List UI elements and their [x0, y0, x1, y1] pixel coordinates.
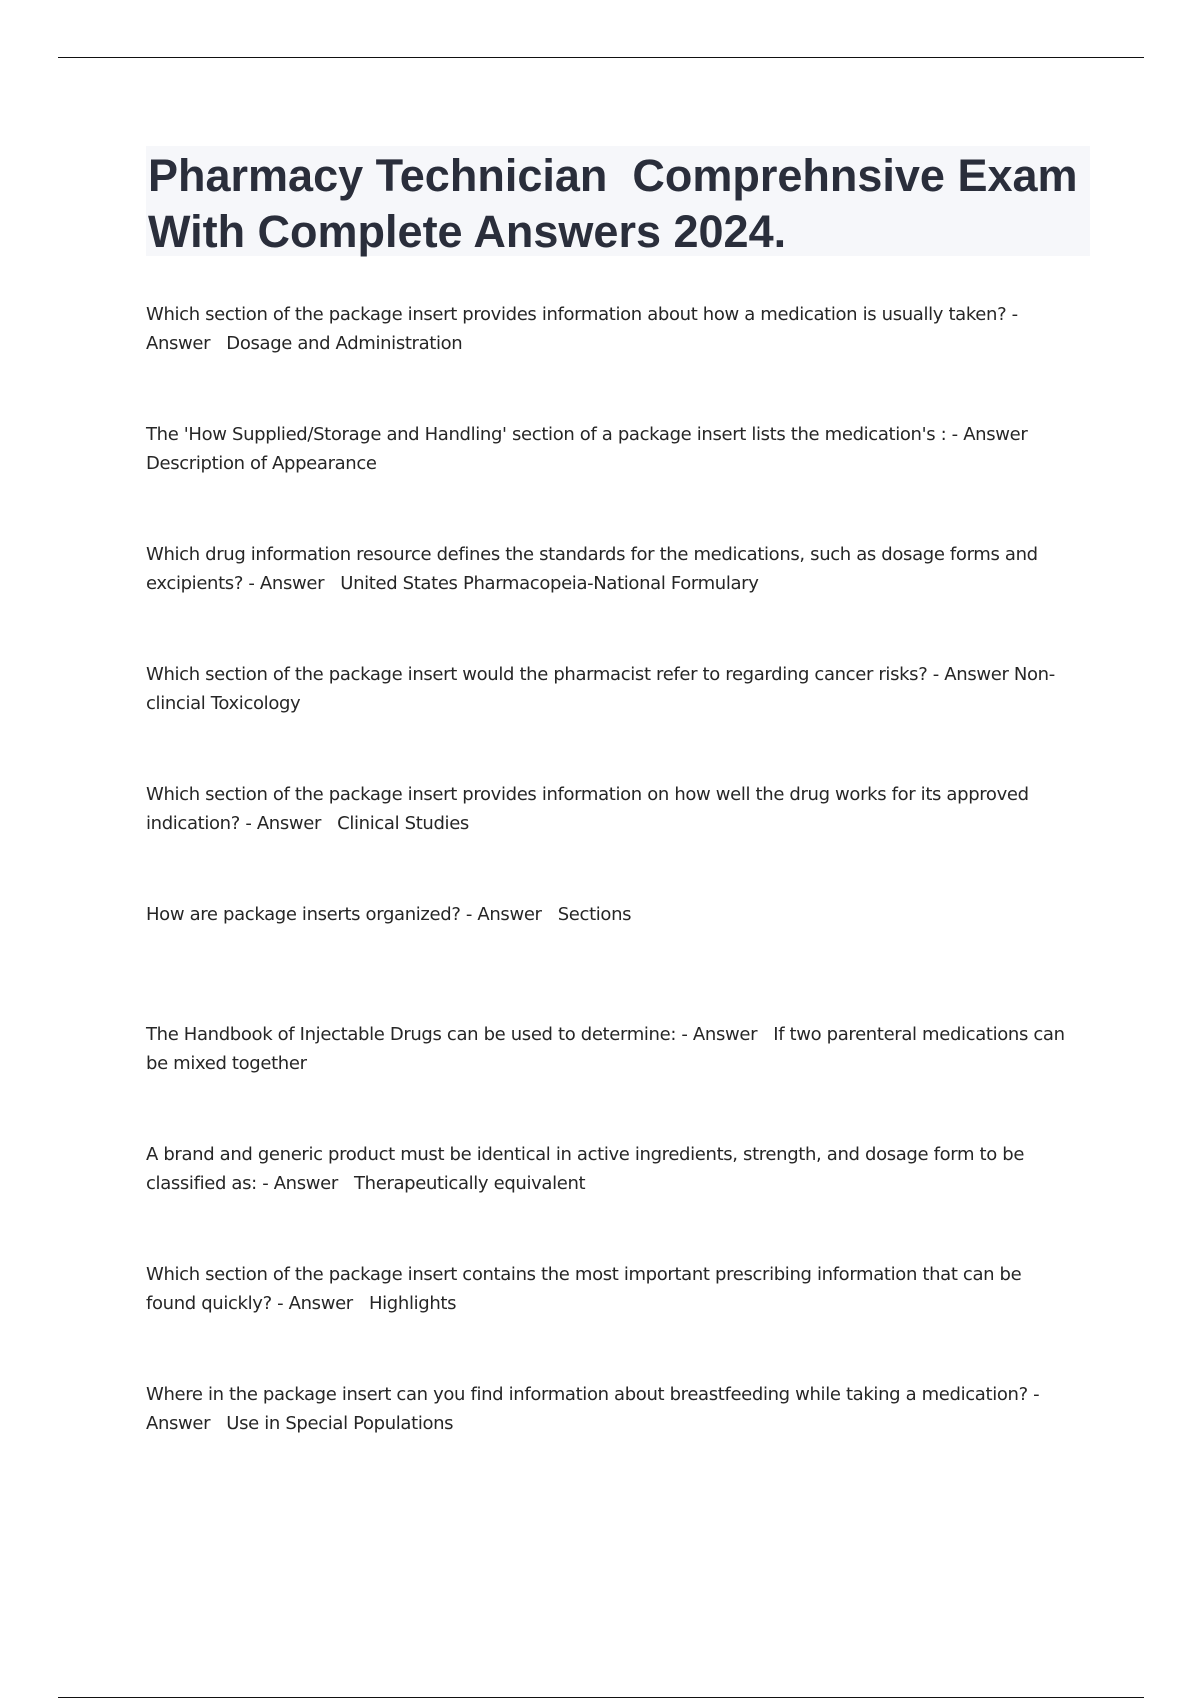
qa-item-10: Where in the package insert can you find information about breastfeeding while taking a medication? - Answer Use in Special Populations — [146, 1384, 1045, 1434]
title-banner — [146, 146, 1090, 256]
qa-list — [146, 300, 1076, 1500]
qa-item-6: How are package inserts organized? - Answer Sections — [146, 904, 632, 925]
header-rule — [58, 57, 1144, 58]
qa-item-1: Which section of the package insert provides information about how a medication is usually taken? - Answer Dosage and Administration — [146, 304, 1024, 354]
qa-item-5: Which section of the package insert provides information on how well the drug works for its approved indication? - Answer Clinical Studies — [146, 784, 1035, 834]
qa-item-7: The Handbook of Injectable Drugs can be used to determine: - Answer If two parenteral medications can be mixed together — [146, 1024, 1071, 1074]
qa-item-3: Which drug information resource defines the standards for the medications, such as dosage forms and excipients? - Answer United States Pharmacopeia-National Formulary — [146, 544, 1044, 594]
qa-item-8: A brand and generic product must be identical in active ingredients, strength, and dosage form to be classified as: - Answer Therapeutically equivalent — [146, 1144, 1030, 1194]
qa-item-4: Which section of the package insert would the pharmacist refer to regarding cancer risks? - Answer Non-clincial Toxicology — [146, 664, 1055, 714]
document-title: Pharmacy Technician Comprehnsive Exam With Complete Answers 2024. — [148, 150, 1091, 257]
qa-item-2: The 'How Supplied/Storage and Handling' section of a package insert lists the medication's : - Answer Description of Appearance — [146, 424, 1033, 474]
qa-item-9: Which section of the package insert contains the most important prescribing information that can be found quickly? - Answer Highlights — [146, 1264, 1027, 1314]
footer-rule — [58, 1697, 1144, 1698]
